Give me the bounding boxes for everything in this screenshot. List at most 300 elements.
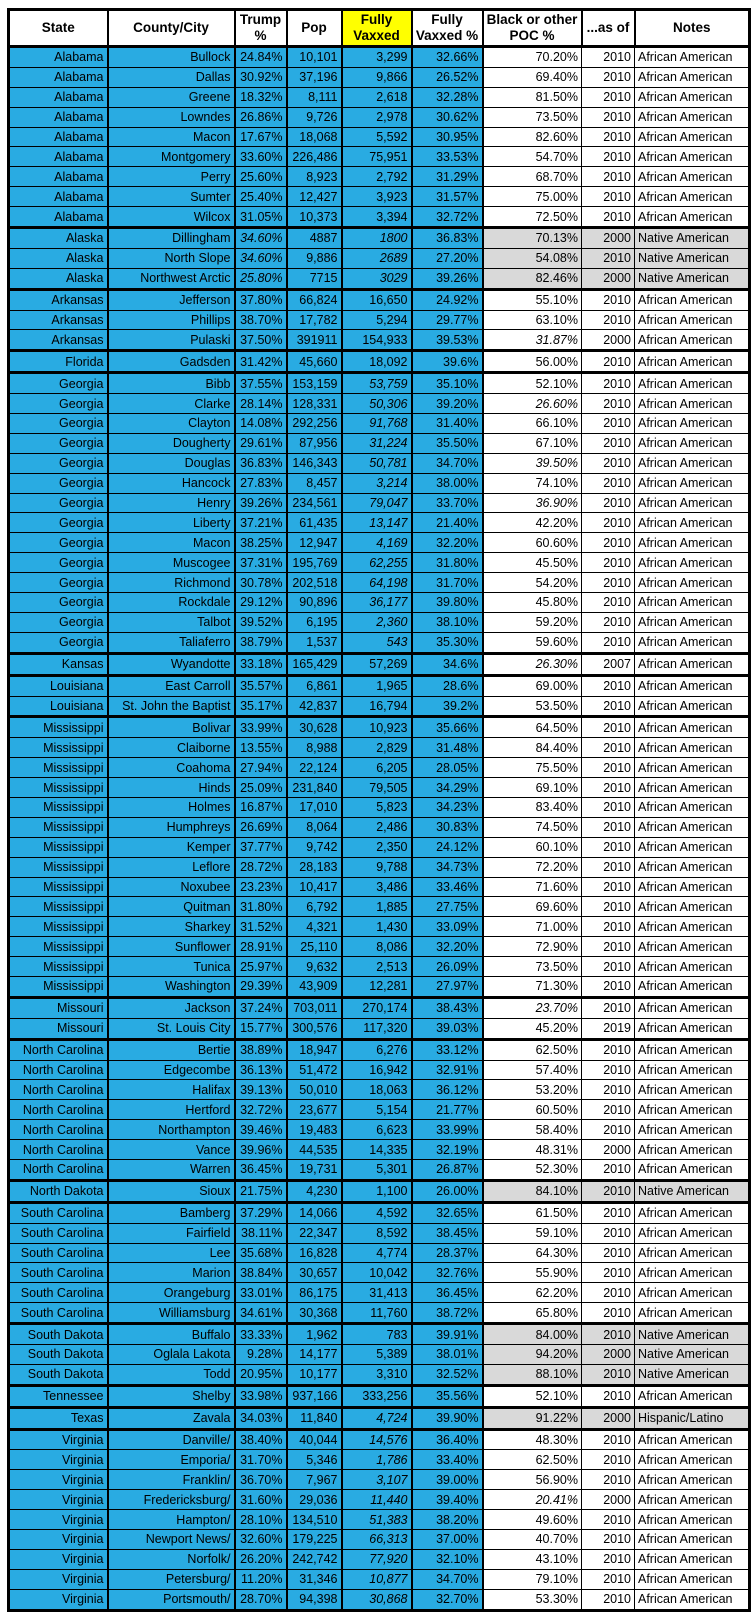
cell-pop: 86,175 bbox=[287, 1283, 342, 1303]
cell-state: South Carolina bbox=[9, 1263, 108, 1283]
cell-pop: 179,225 bbox=[287, 1530, 342, 1550]
cell-state: North Carolina bbox=[9, 1120, 108, 1140]
cell-vaxxed: 9,866 bbox=[342, 67, 412, 87]
cell-pop: 42,837 bbox=[287, 696, 342, 717]
cell-asof: 2010 bbox=[582, 778, 635, 798]
cell-vaxxed: 3,299 bbox=[342, 47, 412, 68]
cell-notes: African American bbox=[635, 1490, 750, 1510]
cell-pop: 202,518 bbox=[287, 573, 342, 593]
cell-vaxxed-pct: 32.10% bbox=[412, 1549, 483, 1569]
cell-poc: 26.30% bbox=[483, 653, 582, 675]
cell-vaxxed-pct: 29.77% bbox=[412, 310, 483, 330]
table-row bbox=[9, 1060, 750, 1080]
cell-state: North Carolina bbox=[9, 1140, 108, 1160]
cell-trump: 36.70% bbox=[235, 1470, 287, 1490]
cell-pop: 9,726 bbox=[287, 107, 342, 127]
cell-state: South Carolina bbox=[9, 1303, 108, 1324]
cell-notes: African American bbox=[635, 351, 750, 373]
cell-trump: 9.28% bbox=[235, 1345, 287, 1365]
cell-state: North Carolina bbox=[9, 1100, 108, 1120]
cell-trump: 32.60% bbox=[235, 1530, 287, 1550]
cell-notes: Hispanic/Latino bbox=[635, 1407, 750, 1429]
table-row bbox=[9, 1283, 750, 1303]
cell-vaxxed: 53,759 bbox=[342, 373, 412, 394]
cell-county: Tunica bbox=[108, 957, 235, 977]
cell-state: Virginia bbox=[9, 1470, 108, 1490]
cell-pop: 40,044 bbox=[287, 1429, 342, 1450]
cell-trump: 29.12% bbox=[235, 593, 287, 613]
cell-vaxxed-pct: 33.70% bbox=[412, 493, 483, 513]
cell-trump: 38.84% bbox=[235, 1263, 287, 1283]
cell-pop: 226,486 bbox=[287, 147, 342, 167]
cell-poc: 58.40% bbox=[483, 1120, 582, 1140]
cell-trump: 33.98% bbox=[235, 1385, 287, 1407]
cell-poc: 73.50% bbox=[483, 107, 582, 127]
table-row bbox=[9, 513, 750, 533]
cell-notes: African American bbox=[635, 1589, 750, 1610]
cell-pop: 10,373 bbox=[287, 207, 342, 228]
cell-state: Georgia bbox=[9, 593, 108, 613]
cell-vaxxed: 8,592 bbox=[342, 1223, 412, 1243]
cell-state: Georgia bbox=[9, 553, 108, 573]
cell-trump: 37.80% bbox=[235, 289, 287, 310]
cell-notes: African American bbox=[635, 310, 750, 330]
table-row bbox=[9, 917, 750, 937]
cell-trump: 28.91% bbox=[235, 937, 287, 957]
cell-trump: 37.77% bbox=[235, 837, 287, 857]
cell-county: Fairfield bbox=[108, 1223, 235, 1243]
cell-trump: 39.52% bbox=[235, 612, 287, 632]
cell-vaxxed: 11,760 bbox=[342, 1303, 412, 1324]
cell-poc: 54.08% bbox=[483, 248, 582, 268]
cell-asof: 2010 bbox=[582, 897, 635, 917]
cell-asof: 2010 bbox=[582, 1510, 635, 1530]
cell-vaxxed: 50,306 bbox=[342, 394, 412, 414]
cell-county: Dillingham bbox=[108, 228, 235, 249]
cell-state: Virginia bbox=[9, 1429, 108, 1450]
cell-asof: 2010 bbox=[582, 87, 635, 107]
cell-asof: 2010 bbox=[582, 877, 635, 897]
cell-state: South Carolina bbox=[9, 1223, 108, 1243]
column-header-fully-vaxxed-pct: Fully Vaxxed % bbox=[412, 10, 483, 47]
cell-pop: 23,677 bbox=[287, 1100, 342, 1120]
cell-vaxxed: 2,618 bbox=[342, 87, 412, 107]
cell-trump: 23.23% bbox=[235, 877, 287, 897]
cell-poc: 71.30% bbox=[483, 976, 582, 997]
cell-vaxxed: 13,147 bbox=[342, 513, 412, 533]
cell-state: Georgia bbox=[9, 573, 108, 593]
cell-trump: 37.50% bbox=[235, 330, 287, 351]
cell-county: Northwest Arctic bbox=[108, 268, 235, 289]
cell-asof: 2010 bbox=[582, 612, 635, 632]
cell-pop: 195,769 bbox=[287, 553, 342, 573]
cell-state: Virginia bbox=[9, 1549, 108, 1569]
cell-poc: 79.10% bbox=[483, 1569, 582, 1589]
cell-asof: 2010 bbox=[582, 738, 635, 758]
cell-notes: African American bbox=[635, 1018, 750, 1039]
cell-notes: African American bbox=[635, 1510, 750, 1530]
cell-vaxxed: 14,335 bbox=[342, 1140, 412, 1160]
cell-state: Texas bbox=[9, 1407, 108, 1429]
cell-poc: 39.50% bbox=[483, 453, 582, 473]
cell-asof: 2010 bbox=[582, 373, 635, 394]
table-row bbox=[9, 1100, 750, 1120]
cell-vaxxed: 75,951 bbox=[342, 147, 412, 167]
table-row bbox=[9, 87, 750, 107]
cell-state: Virginia bbox=[9, 1569, 108, 1589]
cell-vaxxed: 3,923 bbox=[342, 187, 412, 207]
table-row bbox=[9, 289, 750, 310]
cell-pop: 1,537 bbox=[287, 632, 342, 653]
cell-asof: 2010 bbox=[582, 67, 635, 87]
table-row bbox=[9, 228, 750, 249]
cell-vaxxed-pct: 39.2% bbox=[412, 696, 483, 717]
cell-notes: African American bbox=[635, 857, 750, 877]
cell-pop: 94,398 bbox=[287, 1589, 342, 1610]
cell-state: Alabama bbox=[9, 87, 108, 107]
cell-trump: 28.72% bbox=[235, 857, 287, 877]
cell-pop: 14,177 bbox=[287, 1345, 342, 1365]
table-row bbox=[9, 593, 750, 613]
cell-trump: 35.68% bbox=[235, 1243, 287, 1263]
column-header-notes: Notes bbox=[635, 10, 750, 47]
table-row bbox=[9, 1303, 750, 1324]
cell-state: North Carolina bbox=[9, 1159, 108, 1180]
cell-notes: African American bbox=[635, 553, 750, 573]
cell-county: Hancock bbox=[108, 473, 235, 493]
cell-notes: African American bbox=[635, 533, 750, 553]
cell-trump: 31.60% bbox=[235, 1490, 287, 1510]
cell-pop: 10,417 bbox=[287, 877, 342, 897]
cell-trump: 33.18% bbox=[235, 653, 287, 675]
table-row bbox=[9, 373, 750, 394]
cell-asof: 2010 bbox=[582, 248, 635, 268]
table-row bbox=[9, 1223, 750, 1243]
cell-asof: 2010 bbox=[582, 1549, 635, 1569]
cell-state: Alabama bbox=[9, 107, 108, 127]
cell-vaxxed-pct: 38.00% bbox=[412, 473, 483, 493]
cell-state: Missouri bbox=[9, 997, 108, 1018]
cell-vaxxed-pct: 33.12% bbox=[412, 1039, 483, 1060]
cell-county: Zavala bbox=[108, 1407, 235, 1429]
cell-trump: 38.40% bbox=[235, 1429, 287, 1450]
cell-trump: 39.13% bbox=[235, 1080, 287, 1100]
cell-county: Buffalo bbox=[108, 1324, 235, 1345]
table-row bbox=[9, 207, 750, 228]
cell-pop: 19,731 bbox=[287, 1159, 342, 1180]
cell-poc: 53.50% bbox=[483, 696, 582, 717]
cell-poc: 54.20% bbox=[483, 573, 582, 593]
table-row bbox=[9, 937, 750, 957]
cell-poc: 70.20% bbox=[483, 47, 582, 68]
cell-county: Petersburg/ bbox=[108, 1569, 235, 1589]
cell-vaxxed-pct: 26.87% bbox=[412, 1159, 483, 1180]
column-header-poc-pct: Black or other POC % bbox=[483, 10, 582, 47]
cell-vaxxed-pct: 30.95% bbox=[412, 127, 483, 147]
cell-pop: 16,828 bbox=[287, 1243, 342, 1263]
cell-pop: 6,861 bbox=[287, 675, 342, 696]
table-row bbox=[9, 1530, 750, 1550]
column-header-trump-pct: Trump % bbox=[235, 10, 287, 47]
cell-vaxxed-pct: 27.97% bbox=[412, 976, 483, 997]
table-row bbox=[9, 47, 750, 68]
table-row bbox=[9, 248, 750, 268]
cell-county: Lee bbox=[108, 1243, 235, 1263]
table-row bbox=[9, 897, 750, 917]
cell-notes: African American bbox=[635, 1159, 750, 1180]
cell-county: Vance bbox=[108, 1140, 235, 1160]
table-row bbox=[9, 1263, 750, 1283]
table-row bbox=[9, 1385, 750, 1407]
cell-trump: 14.08% bbox=[235, 414, 287, 434]
cell-notes: African American bbox=[635, 738, 750, 758]
cell-asof: 2010 bbox=[582, 167, 635, 187]
cell-asof: 2010 bbox=[582, 533, 635, 553]
cell-poc: 45.80% bbox=[483, 593, 582, 613]
cell-notes: Native American bbox=[635, 1345, 750, 1365]
table-row bbox=[9, 1159, 750, 1180]
cell-asof: 2010 bbox=[582, 127, 635, 147]
cell-vaxxed-pct: 30.83% bbox=[412, 817, 483, 837]
cell-asof: 2010 bbox=[582, 1180, 635, 1202]
cell-vaxxed: 6,276 bbox=[342, 1039, 412, 1060]
cell-vaxxed-pct: 30.62% bbox=[412, 107, 483, 127]
cell-vaxxed-pct: 21.77% bbox=[412, 1100, 483, 1120]
cell-trump: 35.57% bbox=[235, 675, 287, 696]
cell-vaxxed-pct: 33.46% bbox=[412, 877, 483, 897]
cell-asof: 2010 bbox=[582, 632, 635, 653]
cell-vaxxed: 16,794 bbox=[342, 696, 412, 717]
cell-notes: African American bbox=[635, 1429, 750, 1450]
cell-poc: 84.10% bbox=[483, 1180, 582, 1202]
cell-vaxxed-pct: 39.20% bbox=[412, 394, 483, 414]
cell-pop: 51,472 bbox=[287, 1060, 342, 1080]
cell-vaxxed: 30,868 bbox=[342, 1589, 412, 1610]
cell-asof: 2010 bbox=[582, 758, 635, 778]
cell-pop: 37,196 bbox=[287, 67, 342, 87]
cell-poc: 75.00% bbox=[483, 187, 582, 207]
cell-notes: African American bbox=[635, 653, 750, 675]
cell-vaxxed-pct: 38.10% bbox=[412, 612, 483, 632]
cell-vaxxed: 18,063 bbox=[342, 1080, 412, 1100]
cell-notes: African American bbox=[635, 717, 750, 738]
cell-asof: 2010 bbox=[582, 573, 635, 593]
cell-asof: 2010 bbox=[582, 394, 635, 414]
cell-county: Rockdale bbox=[108, 593, 235, 613]
cell-trump: 33.33% bbox=[235, 1324, 287, 1345]
cell-poc: 48.30% bbox=[483, 1429, 582, 1450]
cell-vaxxed: 51,383 bbox=[342, 1510, 412, 1530]
cell-vaxxed-pct: 38.20% bbox=[412, 1510, 483, 1530]
cell-trump: 26.69% bbox=[235, 817, 287, 837]
table-row bbox=[9, 997, 750, 1018]
table-row bbox=[9, 453, 750, 473]
cell-notes: African American bbox=[635, 1120, 750, 1140]
cell-asof: 2010 bbox=[582, 1429, 635, 1450]
cell-vaxxed: 57,269 bbox=[342, 653, 412, 675]
cell-county: Henry bbox=[108, 493, 235, 513]
cell-asof: 2000 bbox=[582, 228, 635, 249]
cell-vaxxed: 1,100 bbox=[342, 1180, 412, 1202]
cell-pop: 18,068 bbox=[287, 127, 342, 147]
cell-asof: 2010 bbox=[582, 1324, 635, 1345]
cell-trump: 20.95% bbox=[235, 1364, 287, 1385]
cell-vaxxed: 12,281 bbox=[342, 976, 412, 997]
cell-vaxxed-pct: 32.91% bbox=[412, 1060, 483, 1080]
cell-vaxxed-pct: 35.66% bbox=[412, 717, 483, 738]
cell-vaxxed-pct: 36.40% bbox=[412, 1429, 483, 1450]
cell-notes: African American bbox=[635, 897, 750, 917]
cell-trump: 32.72% bbox=[235, 1100, 287, 1120]
cell-county: St. John the Baptist bbox=[108, 696, 235, 717]
cell-poc: 49.60% bbox=[483, 1510, 582, 1530]
cell-pop: 29,036 bbox=[287, 1490, 342, 1510]
cell-vaxxed-pct: 39.03% bbox=[412, 1018, 483, 1039]
cell-vaxxed-pct: 21.40% bbox=[412, 513, 483, 533]
cell-notes: African American bbox=[635, 817, 750, 837]
table-row bbox=[9, 268, 750, 289]
cell-trump: 31.70% bbox=[235, 1450, 287, 1470]
cell-notes: African American bbox=[635, 207, 750, 228]
cell-trump: 34.60% bbox=[235, 248, 287, 268]
cell-asof: 2007 bbox=[582, 653, 635, 675]
cell-asof: 2010 bbox=[582, 917, 635, 937]
cell-vaxxed-pct: 34.23% bbox=[412, 797, 483, 817]
cell-state: North Carolina bbox=[9, 1039, 108, 1060]
cell-county: Williamsburg bbox=[108, 1303, 235, 1324]
cell-vaxxed: 31,224 bbox=[342, 433, 412, 453]
cell-county: Pulaski bbox=[108, 330, 235, 351]
cell-county: Sioux bbox=[108, 1180, 235, 1202]
table-row bbox=[9, 147, 750, 167]
vaccination-table bbox=[7, 8, 751, 1612]
cell-state: Mississippi bbox=[9, 758, 108, 778]
cell-poc: 94.20% bbox=[483, 1345, 582, 1365]
cell-vaxxed-pct: 32.66% bbox=[412, 47, 483, 68]
cell-vaxxed: 79,047 bbox=[342, 493, 412, 513]
cell-vaxxed: 5,592 bbox=[342, 127, 412, 147]
cell-notes: Native American bbox=[635, 228, 750, 249]
cell-pop: 4,230 bbox=[287, 1180, 342, 1202]
cell-pop: 7715 bbox=[287, 268, 342, 289]
cell-trump: 16.87% bbox=[235, 797, 287, 817]
cell-vaxxed-pct: 35.30% bbox=[412, 632, 483, 653]
cell-notes: African American bbox=[635, 1202, 750, 1223]
cell-pop: 8,988 bbox=[287, 738, 342, 758]
cell-vaxxed-pct: 26.00% bbox=[412, 1180, 483, 1202]
cell-county: Franklin/ bbox=[108, 1470, 235, 1490]
cell-pop: 31,346 bbox=[287, 1569, 342, 1589]
cell-vaxxed: 66,313 bbox=[342, 1530, 412, 1550]
cell-poc: 55.10% bbox=[483, 289, 582, 310]
cell-county: Bullock bbox=[108, 47, 235, 68]
cell-poc: 60.60% bbox=[483, 533, 582, 553]
table-row bbox=[9, 1243, 750, 1263]
cell-county: Phillips bbox=[108, 310, 235, 330]
cell-state: North Carolina bbox=[9, 1060, 108, 1080]
cell-vaxxed-pct: 31.40% bbox=[412, 414, 483, 434]
cell-trump: 29.61% bbox=[235, 433, 287, 453]
cell-pop: 30,368 bbox=[287, 1303, 342, 1324]
cell-asof: 2010 bbox=[582, 1364, 635, 1385]
cell-county: Washington bbox=[108, 976, 235, 997]
cell-notes: African American bbox=[635, 107, 750, 127]
cell-vaxxed: 3,214 bbox=[342, 473, 412, 493]
cell-pop: 9,632 bbox=[287, 957, 342, 977]
cell-county: Leflore bbox=[108, 857, 235, 877]
cell-pop: 231,840 bbox=[287, 778, 342, 798]
cell-notes: African American bbox=[635, 632, 750, 653]
cell-trump: 39.46% bbox=[235, 1120, 287, 1140]
cell-asof: 2010 bbox=[582, 513, 635, 533]
cell-pop: 30,657 bbox=[287, 1263, 342, 1283]
cell-state: Mississippi bbox=[9, 857, 108, 877]
cell-state: Alaska bbox=[9, 268, 108, 289]
cell-vaxxed: 1,786 bbox=[342, 1450, 412, 1470]
cell-notes: African American bbox=[635, 1450, 750, 1470]
cell-county: Gadsden bbox=[108, 351, 235, 373]
cell-vaxxed: 2,486 bbox=[342, 817, 412, 837]
cell-poc: 60.50% bbox=[483, 1100, 582, 1120]
cell-vaxxed-pct: 34.73% bbox=[412, 857, 483, 877]
cell-county: Dougherty bbox=[108, 433, 235, 453]
cell-notes: African American bbox=[635, 1100, 750, 1120]
cell-county: Sumter bbox=[108, 187, 235, 207]
table-row bbox=[9, 167, 750, 187]
cell-pop: 134,510 bbox=[287, 1510, 342, 1530]
cell-asof: 2010 bbox=[582, 147, 635, 167]
cell-vaxxed: 2689 bbox=[342, 248, 412, 268]
cell-poc: 31.87% bbox=[483, 330, 582, 351]
cell-trump: 37.21% bbox=[235, 513, 287, 533]
cell-trump: 27.94% bbox=[235, 758, 287, 778]
cell-state: Georgia bbox=[9, 373, 108, 394]
cell-asof: 2010 bbox=[582, 1120, 635, 1140]
cell-notes: African American bbox=[635, 797, 750, 817]
cell-notes: African American bbox=[635, 394, 750, 414]
cell-county: Quitman bbox=[108, 897, 235, 917]
cell-notes: African American bbox=[635, 373, 750, 394]
cell-poc: 40.70% bbox=[483, 1530, 582, 1550]
cell-trump: 28.14% bbox=[235, 394, 287, 414]
cell-notes: African American bbox=[635, 593, 750, 613]
column-header-fully-vaxxed: Fully Vaxxed bbox=[342, 10, 412, 47]
cell-pop: 25,110 bbox=[287, 937, 342, 957]
cell-notes: African American bbox=[635, 147, 750, 167]
cell-pop: 18,947 bbox=[287, 1039, 342, 1060]
cell-county: Douglas bbox=[108, 453, 235, 473]
cell-county: Edgecombe bbox=[108, 1060, 235, 1080]
cell-vaxxed-pct: 36.45% bbox=[412, 1283, 483, 1303]
cell-vaxxed-pct: 28.05% bbox=[412, 758, 483, 778]
table-header bbox=[9, 10, 750, 47]
cell-trump: 31.52% bbox=[235, 917, 287, 937]
cell-trump: 36.45% bbox=[235, 1159, 287, 1180]
cell-notes: African American bbox=[635, 1530, 750, 1550]
cell-poc: 52.10% bbox=[483, 373, 582, 394]
table-row bbox=[9, 1345, 750, 1365]
cell-vaxxed: 5,154 bbox=[342, 1100, 412, 1120]
cell-trump: 30.78% bbox=[235, 573, 287, 593]
table-row bbox=[9, 675, 750, 696]
cell-vaxxed-pct: 28.6% bbox=[412, 675, 483, 696]
cell-county: Wyandotte bbox=[108, 653, 235, 675]
table-row bbox=[9, 310, 750, 330]
cell-vaxxed: 5,294 bbox=[342, 310, 412, 330]
cell-county: Bertie bbox=[108, 1039, 235, 1060]
cell-county: Marion bbox=[108, 1263, 235, 1283]
cell-vaxxed: 333,256 bbox=[342, 1385, 412, 1407]
